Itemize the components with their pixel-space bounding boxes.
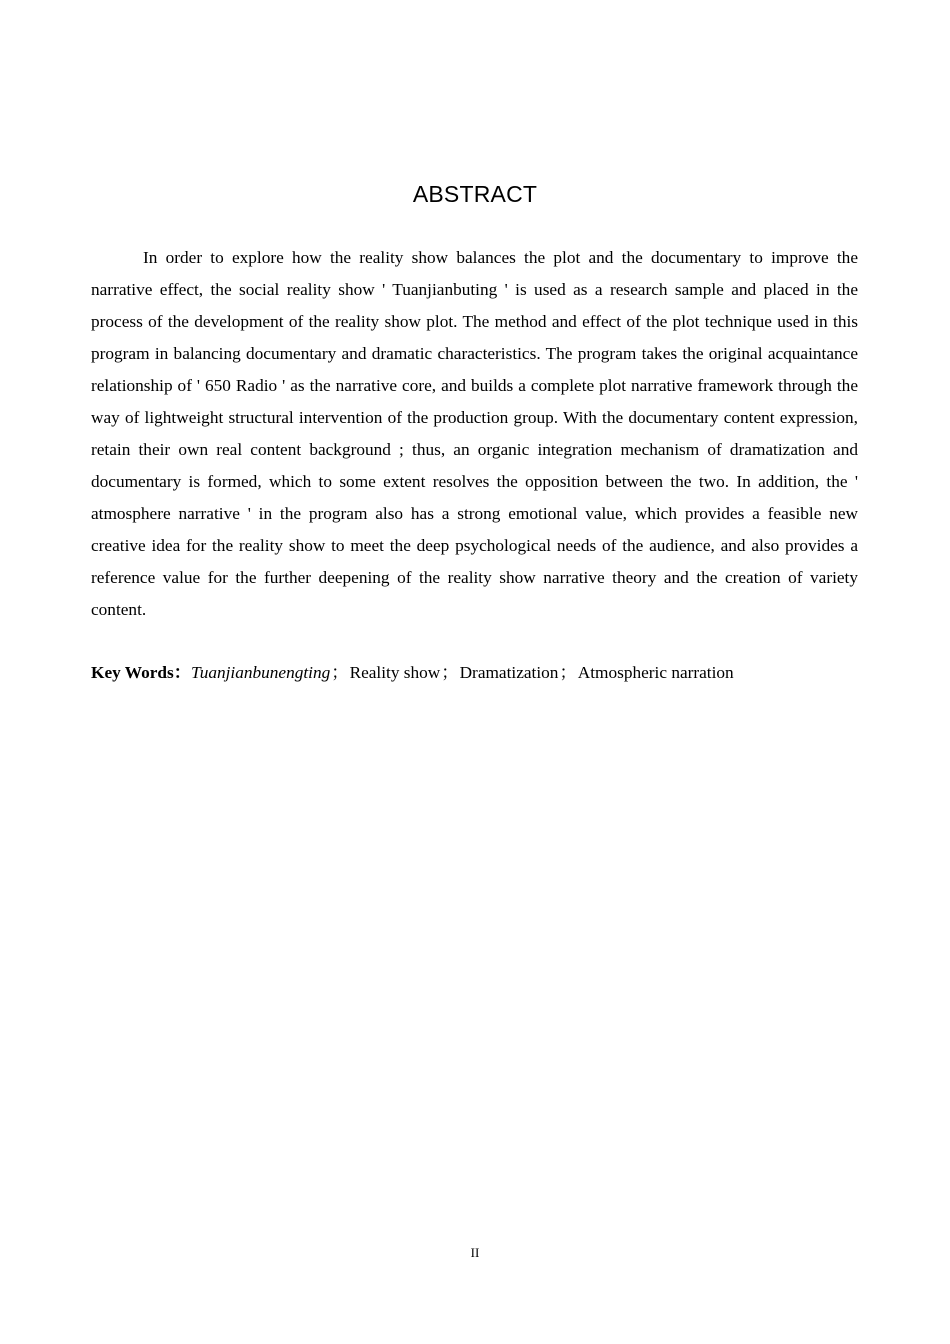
keyword-separator: ； — [559, 663, 577, 682]
keyword-separator: ； — [331, 663, 349, 682]
keyword-item: Reality show — [349, 663, 441, 682]
keywords-line — [91, 657, 858, 689]
page-number: II — [470, 1245, 480, 1260]
abstract-body: In order to explore how the reality show balances the plot and the documentary to improve the narrative effect, the social reality show ' Tuanjianbuting ' is used as a research sample and placed in the process of the development of the reality show plot. The method and effect of the plot technique used in this program in balancing documentary and dramatic characteristics. The program takes the original acquaintance relationship of ' 650 Radio ' as the narrative core, and builds a complete plot narrative framework through the way of lightweight structural intervention of the production group. With the documentary content expression, retain their own real content background ; thus, an organic integration mechanism of dramatization and documentary is formed, which to some extent resolves the opposition between the two. In addition, the ' atmosphere narrative ' in the program also has a strong emotional value, which provides a feasible new creative idea for the reality show to meet the deep psychological needs of the audience, and also provides a reference value for the further deepening of the reality show narrative theory and the creation of variety content. — [91, 248, 858, 619]
abstract-title: ABSTRACT — [412, 181, 538, 207]
keywords-label: Key Words： — [91, 663, 192, 682]
keyword-item: Tuanjianbunengting — [191, 663, 331, 682]
keyword-item: Atmospheric narration — [577, 663, 734, 682]
keyword-item: Dramatization — [459, 663, 559, 682]
keyword-separator: ； — [441, 663, 459, 682]
